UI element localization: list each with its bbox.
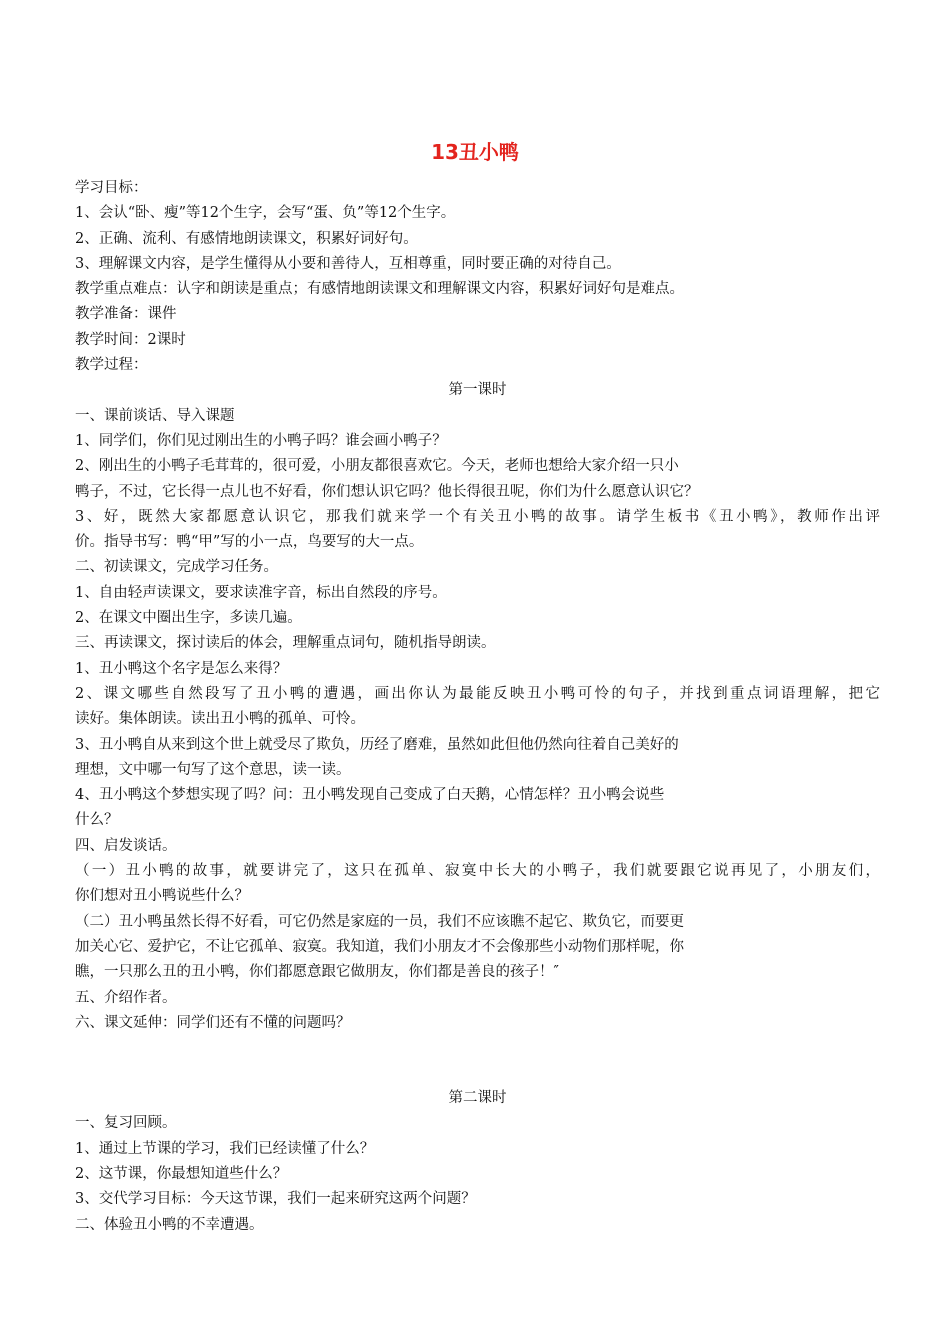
paragraph-line: 3、交代学习目标：今天这节课，我们一起来研究这两个问题？ — [75, 1191, 476, 1208]
paragraph-line: 2、课文哪些自然段写了丑小鸭的遭遇，画出你认为最能反映丑小鸭可怜的句子，并找到重点词语理解，把它 — [75, 685, 880, 702]
paragraph-line: 2、这节课，你最想知道些什么？ — [75, 1165, 288, 1182]
paragraph-line: 1、会认“卧、瘦”等12个生字，会写“蛋、负”等12个生字。 — [75, 205, 456, 222]
page-title: 13丑小鸭 — [431, 140, 519, 164]
section-heading: 二、体验丑小鸭的不幸遭遇。 — [75, 1216, 264, 1233]
paragraph-line: 价。指导书写：鸭“甲”写的小一点，鸟要写的大一点。 — [75, 534, 424, 551]
section-heading: 一、课前谈话、导入课题 — [75, 407, 235, 424]
paragraph-line: 教学重点难点：认字和朗读是重点；有感情地朗读课文和理解课文内容，积累好词好句是难点。 — [75, 281, 684, 298]
paragraph-line: 加关心它、爱护它，不让它孤单、寂寞。我知道，我们小朋友才不会像那些小动物们那样呢，你 — [75, 938, 684, 955]
paragraph-line: 瞧，一只那么丑的丑小鸭，你们都愿意跟它做朋友，你们都是善良的孩子！″ — [75, 964, 559, 981]
section-heading: 一、复习回顾。 — [75, 1115, 177, 1132]
paragraph-line: 4、丑小鸭这个梦想实现了吗？问：丑小鸭发现自己变成了白天鹅，心情怎样？丑小鸭会说些 — [75, 787, 665, 804]
paragraph-line: 1、丑小鸭这个名字是怎么来得？ — [75, 660, 288, 677]
paragraph-line: 3、丑小鸭自从来到这个世上就受尽了欺负，历经了磨难，虽然如此但他仍然向往着自己美好的 — [75, 736, 679, 753]
section-heading: 二、初读课文，完成学习任务。 — [75, 559, 278, 576]
section-heading: 六、课文延伸：同学们还有不懂的问题吗？ — [75, 1014, 351, 1031]
section-heading: 五、介绍作者。 — [75, 989, 177, 1006]
paragraph-line: 2、刚出生的小鸭子毛茸茸的，很可爱，小朋友都很喜欢它。今天，老师也想给大家介绍一只小 — [75, 458, 679, 475]
lesson-heading: 第二课时 — [448, 1090, 507, 1107]
section-heading: 四、启发谈话。 — [75, 837, 177, 854]
paragraph-line: 你们想对丑小鸭说些什么？ — [75, 888, 249, 905]
paragraph-line: （一）丑小鸭的故事，就要讲完了，这只在孤单、寂寞中长大的小鸭子，我们就要跟它说再见了，小朋友们， — [75, 863, 880, 880]
paragraph-line: 2、正确、流利、有感情地朗读课文，积累好词好句。 — [75, 230, 418, 247]
paragraph-line: 什么？ — [75, 812, 119, 829]
paragraph-line: 1、通过上节课的学习，我们已经读懂了什么？ — [75, 1140, 375, 1157]
lesson-heading: 第一课时 — [448, 382, 507, 399]
paragraph-line: 读好。集体朗读。读出丑小鸭的孤单、可怜。 — [75, 711, 365, 728]
paragraph-line: 3、理解课文内容，是学生懂得从小要和善待人，互相尊重，同时要正确的对待自己。 — [75, 255, 621, 272]
paragraph-line: 理想，文中哪一句写了这个意思，读一读。 — [75, 761, 351, 778]
section-heading: 教学过程： — [75, 357, 148, 374]
paragraph-line: 1、同学们，你们见过刚出生的小鸭子吗？谁会画小鸭子？ — [75, 432, 447, 449]
paragraph-line: 1、自由轻声读课文，要求读准字音，标出自然段的序号。 — [75, 584, 447, 601]
paragraph-line: 教学时间：2课时 — [75, 331, 186, 348]
section-spacer — [75, 1036, 880, 1086]
paragraph-line: 3、好，既然大家都愿意认识它，那我们就来学一个有关丑小鸭的故事。请学生板书《丑小鸭》，教师作出评 — [75, 508, 880, 525]
document-body — [75, 176, 880, 1238]
paragraph-line: 2、在课文中圈出生字，多读几遍。 — [75, 610, 302, 627]
section-heading: 三、再读课文，探讨读后的体会，理解重点词句，随机指导朗读。 — [75, 635, 496, 652]
paragraph-line: 鸭子，不过，它长得一点儿也不好看，你们想认识它吗？他长得很丑呢，你们为什么愿意认识它？ — [75, 483, 699, 500]
paragraph-line: （二）丑小鸭虽然长得不好看，可它仍然是家庭的一员，我们不应该瞧不起它、欺负它，而要更 — [75, 913, 684, 930]
paragraph-line: 教学准备：课件 — [75, 306, 177, 323]
section-heading: 学习目标： — [75, 180, 148, 196]
